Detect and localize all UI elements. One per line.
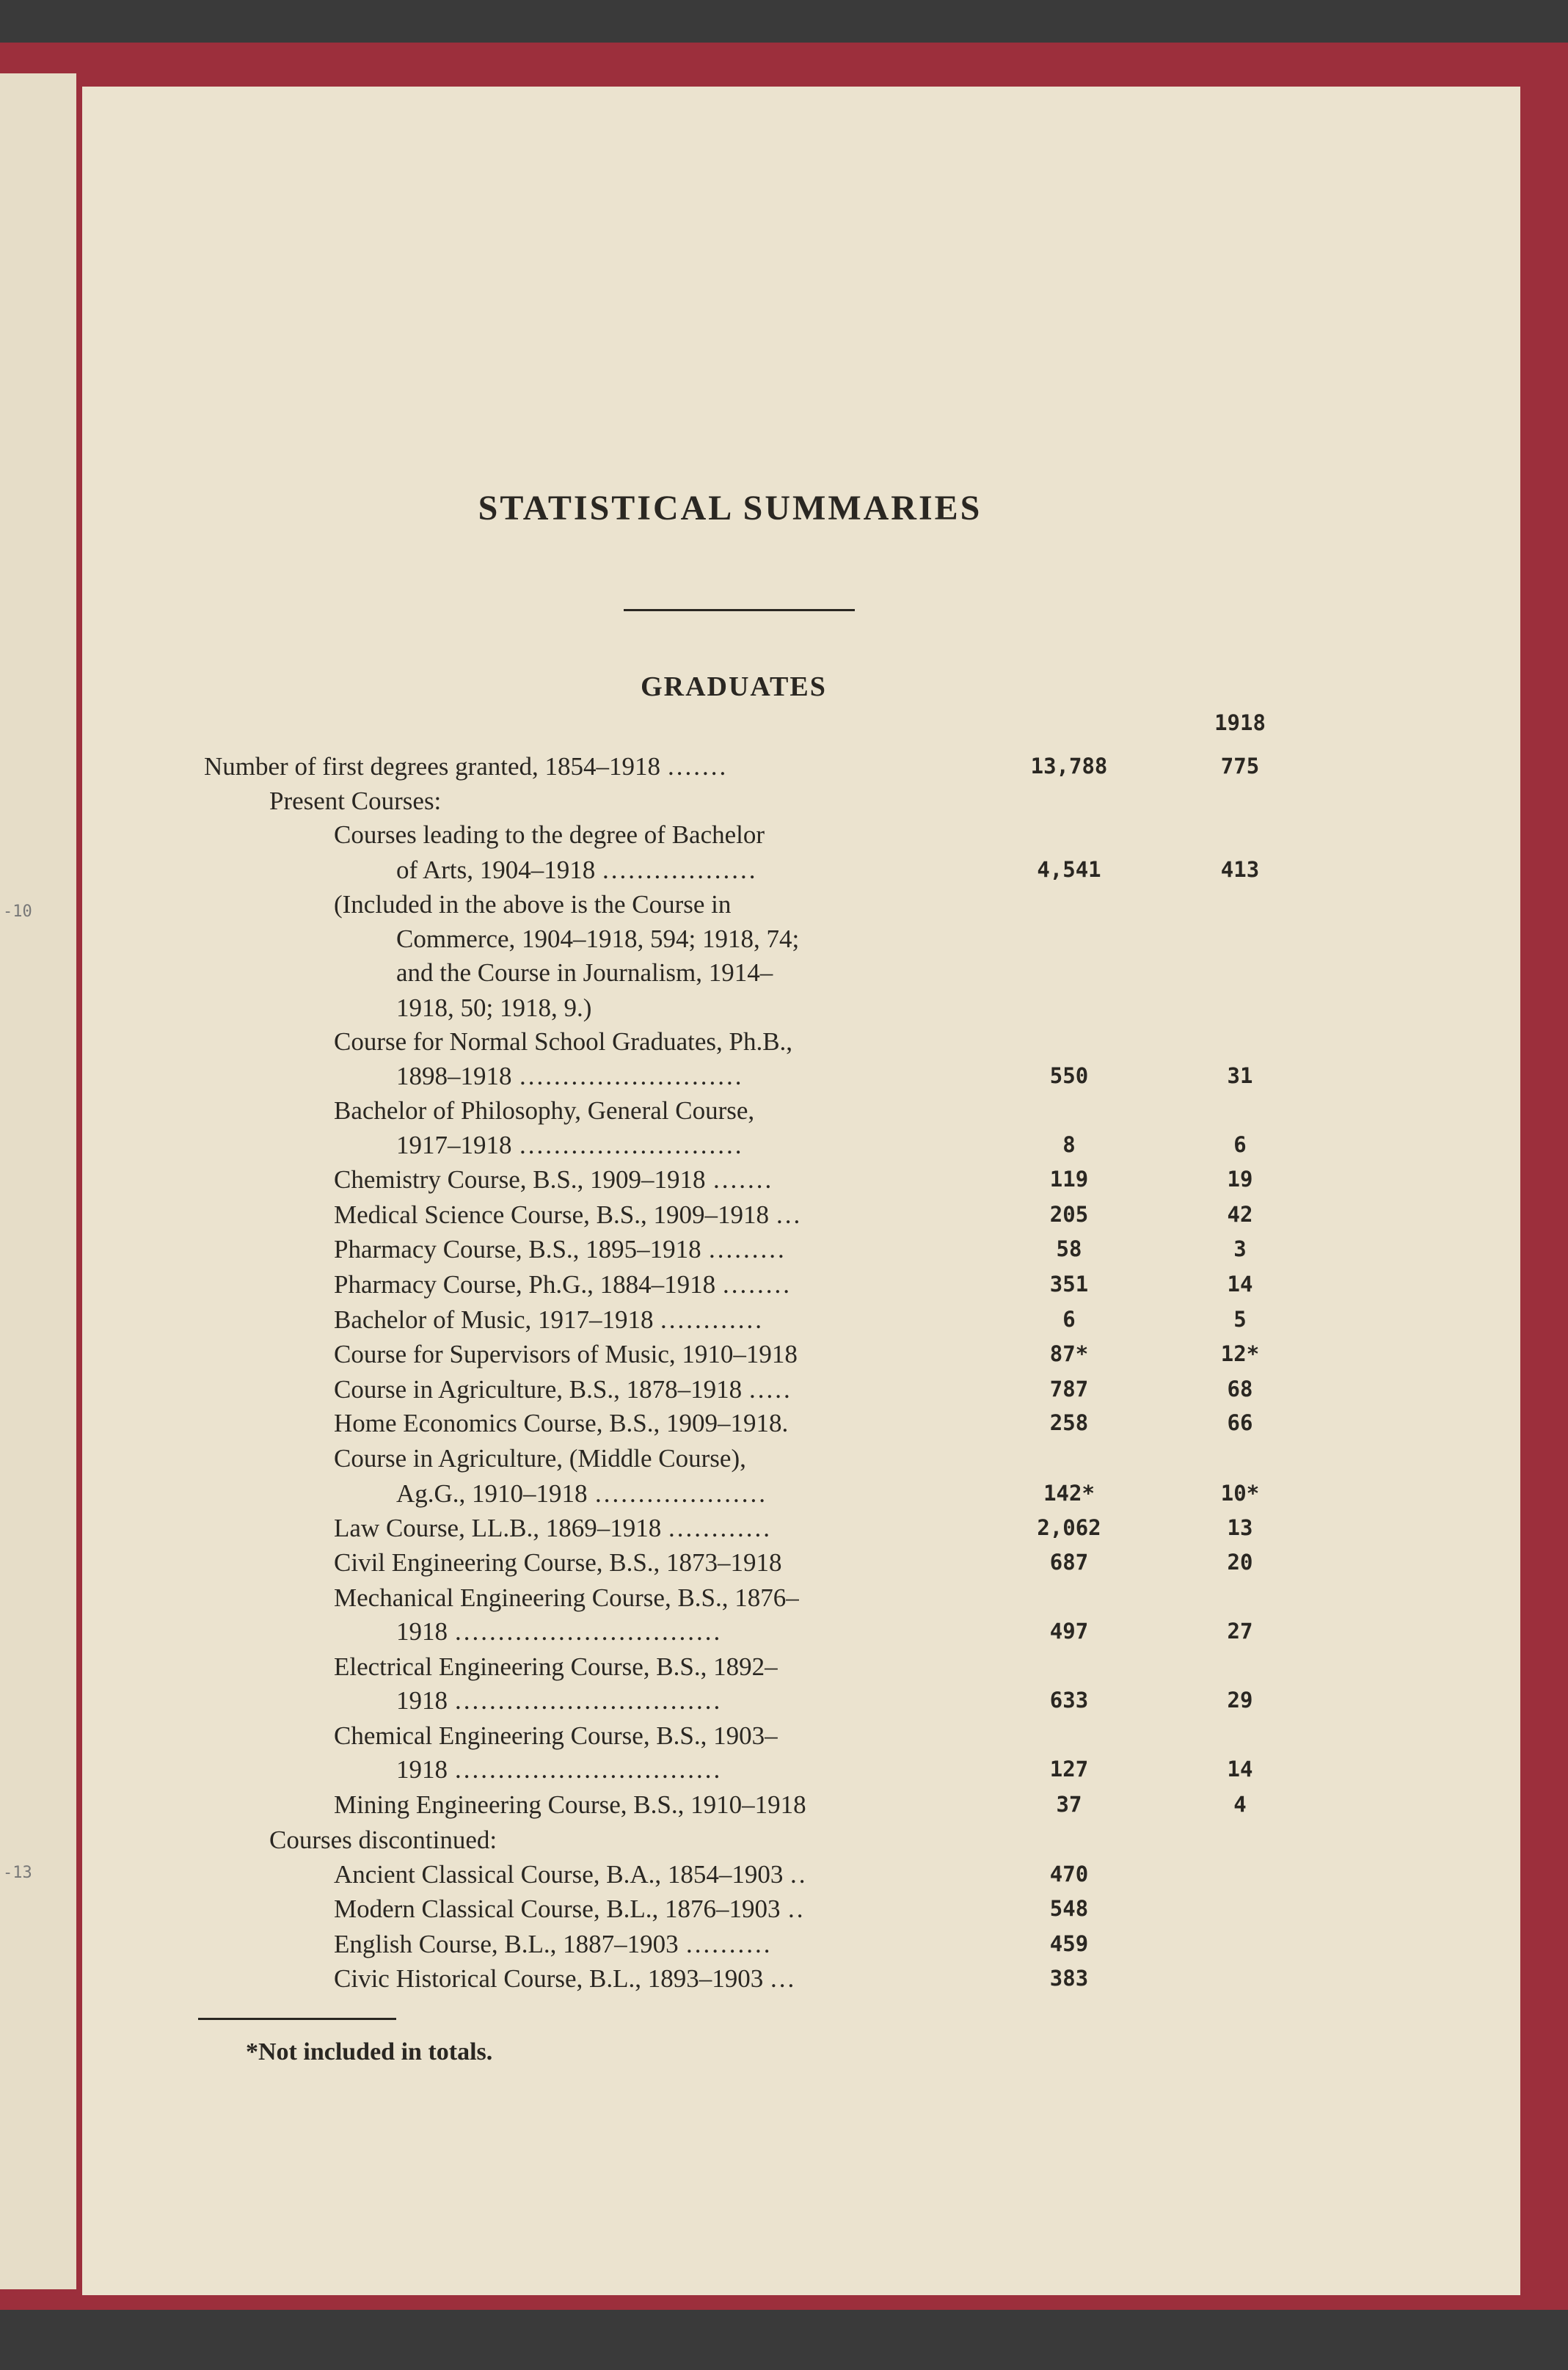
table-row: [0, 787, 1568, 822]
dot-leader: ........: [723, 1270, 792, 1299]
dot-leader: ...............................: [455, 1617, 723, 1646]
table-row: [0, 1790, 1568, 1826]
value-1918: 3: [1233, 1236, 1247, 1261]
table-row: [0, 1721, 1568, 1757]
dot-leader: ..........................: [519, 1131, 744, 1159]
table-row: [0, 1548, 1568, 1583]
table-row: [0, 1096, 1568, 1131]
dot-leader: ...............................: [455, 1755, 723, 1784]
table-row: [0, 1479, 1568, 1514]
table-row: [0, 890, 1568, 925]
footnote-divider: [198, 2018, 396, 2020]
dot-leader: ...............................: [455, 1686, 723, 1715]
total-value: 258: [1049, 1410, 1089, 1435]
value-1918: 27: [1227, 1619, 1253, 1644]
table-row: [0, 1514, 1568, 1549]
table-row: [0, 1826, 1568, 1861]
row-label: Number of first degrees granted, 1854–1918: [204, 752, 661, 781]
dot-leader: ....................: [595, 1479, 767, 1508]
row-label: 1918: [396, 1755, 448, 1784]
value-1918: 413: [1220, 857, 1260, 882]
table-row: [0, 1583, 1568, 1619]
row-label: Course in Agriculture, B.S., 1878–1918: [334, 1375, 743, 1404]
dot-leader: .......: [668, 752, 729, 781]
row-label: Chemical Engineering Course, B.S., 1903–: [334, 1721, 778, 1750]
total-value: 87*: [1049, 1341, 1089, 1366]
total-value: 2,062: [1037, 1515, 1101, 1540]
table-row: [0, 856, 1568, 891]
row-label: 1917–1918: [396, 1131, 512, 1159]
row-label: Courses discontinued:: [269, 1826, 497, 1854]
table-row: [0, 925, 1568, 960]
row-label: Pharmacy Course, B.S., 1895–1918: [334, 1235, 701, 1264]
dot-leader: ...: [770, 1964, 797, 1993]
table-row: [0, 1200, 1568, 1236]
dot-leader: ..: [790, 1860, 808, 1889]
table-row: [0, 1409, 1568, 1444]
total-value: 497: [1049, 1619, 1089, 1644]
row-label: of Arts, 1904–1918: [396, 856, 596, 884]
value-1918: 29: [1227, 1688, 1253, 1713]
row-label: Home Economics Course, B.S., 1909–1918.: [334, 1409, 789, 1437]
dot-leader: ...: [776, 1200, 803, 1229]
value-1918: 66: [1227, 1410, 1253, 1435]
row-label: Present Courses:: [269, 787, 442, 815]
row-label: Civic Historical Course, B.L., 1893–1903: [334, 1964, 764, 1993]
value-1918: 14: [1227, 1272, 1253, 1297]
row-label: Mining Engineering Course, B.S., 1910–1918: [334, 1790, 806, 1819]
total-value: 8: [1062, 1132, 1076, 1157]
column-header-1918: 1918: [1214, 710, 1266, 735]
dot-leader: ..........: [686, 1930, 773, 1958]
table-row: [0, 1617, 1568, 1652]
dot-leader: .....: [749, 1375, 792, 1404]
row-label: 1918: [396, 1686, 448, 1715]
total-value: 470: [1049, 1862, 1089, 1886]
margin-mark: -10: [3, 903, 32, 921]
footnote: *Not included in totals.: [246, 2038, 493, 2065]
table-row: [0, 1131, 1568, 1166]
total-value: 205: [1049, 1202, 1089, 1227]
table-row: [0, 1062, 1568, 1097]
row-label: English Course, B.L., 1887–1903: [334, 1930, 679, 1958]
dot-leader: .........: [709, 1235, 787, 1264]
table-row: [0, 1270, 1568, 1305]
table-row: [0, 1964, 1568, 1999]
row-label: Ag.G., 1910–1918: [396, 1479, 588, 1508]
row-label: Electrical Engineering Course, B.S., 1892–: [334, 1652, 778, 1681]
margin-mark: -13: [3, 1864, 32, 1882]
row-label: Commerce, 1904–1918, 594; 1918, 74;: [396, 925, 800, 953]
table-row: [0, 1165, 1568, 1200]
total-value: 58: [1056, 1236, 1082, 1261]
table-row: [0, 1652, 1568, 1688]
row-label: Courses leading to the degree of Bachelor: [334, 820, 765, 849]
title-divider: [624, 609, 855, 611]
row-label: Modern Classical Course, B.L., 1876–1903: [334, 1895, 781, 1923]
table-row: [0, 1444, 1568, 1479]
total-value: 383: [1049, 1966, 1089, 1991]
page-title: STATISTICAL SUMMARIES: [478, 489, 982, 528]
value-1918: 19: [1227, 1167, 1253, 1192]
value-1918: 31: [1227, 1063, 1253, 1088]
dot-leader: .......: [713, 1165, 774, 1194]
dot-leader: ............: [660, 1305, 764, 1334]
total-value: 127: [1049, 1757, 1089, 1782]
row-label: Course in Agriculture, (Middle Course),: [334, 1444, 746, 1473]
total-value: 6: [1062, 1307, 1076, 1332]
value-1918: 10*: [1220, 1481, 1260, 1506]
value-1918: 4: [1233, 1792, 1247, 1817]
table-row: [0, 1860, 1568, 1895]
dot-leader: ..................: [602, 856, 758, 884]
table-row: [0, 1235, 1568, 1270]
value-1918: 42: [1227, 1202, 1253, 1227]
section-heading: GRADUATES: [641, 671, 827, 702]
row-label: Bachelor of Music, 1917–1918: [334, 1305, 654, 1334]
table-row: [0, 752, 1568, 787]
total-value: 459: [1049, 1931, 1089, 1956]
value-1918: 20: [1227, 1550, 1253, 1575]
row-label: Mechanical Engineering Course, B.S., 1876–: [334, 1583, 799, 1612]
dot-leader: ............: [668, 1514, 772, 1542]
dot-leader: ..........................: [519, 1062, 744, 1090]
row-label: Ancient Classical Course, B.A., 1854–1903: [334, 1860, 784, 1889]
row-label: 1918: [396, 1617, 448, 1646]
total-value: 119: [1049, 1167, 1089, 1192]
row-label: Pharmacy Course, Ph.G., 1884–1918: [334, 1270, 716, 1299]
value-1918: 14: [1227, 1757, 1253, 1782]
total-value: 142*: [1043, 1481, 1095, 1506]
value-1918: 12*: [1220, 1341, 1260, 1366]
table-row: [0, 1895, 1568, 1930]
table-row: [0, 1027, 1568, 1062]
total-value: 37: [1056, 1792, 1082, 1817]
total-value: 633: [1049, 1688, 1089, 1713]
table-row: [0, 1686, 1568, 1721]
row-label: Course for Normal School Graduates, Ph.B.,: [334, 1027, 793, 1056]
table-row: [0, 1340, 1568, 1375]
row-label: Course for Supervisors of Music, 1910–1918: [334, 1340, 798, 1368]
total-value: 548: [1049, 1896, 1089, 1921]
table-row: [0, 820, 1568, 856]
row-label: Bachelor of Philosophy, General Course,: [334, 1096, 755, 1125]
row-label: Medical Science Course, B.S., 1909–1918: [334, 1200, 769, 1229]
total-value: 13,788: [1030, 754, 1108, 779]
total-value: 550: [1049, 1063, 1089, 1088]
row-label: (Included in the above is the Course in: [334, 890, 732, 919]
table-row: [0, 1375, 1568, 1410]
table-row: [0, 1930, 1568, 1965]
value-1918: 775: [1220, 754, 1260, 779]
row-label: and the Course in Journalism, 1914–: [396, 958, 773, 987]
value-1918: 13: [1227, 1515, 1253, 1540]
total-value: 351: [1049, 1272, 1089, 1297]
table-row: [0, 1755, 1568, 1790]
total-value: 787: [1049, 1377, 1089, 1401]
row-label: Civil Engineering Course, B.S., 1873–1918: [334, 1548, 782, 1577]
row-label: Chemistry Course, B.S., 1909–1918: [334, 1165, 706, 1194]
table-row: [0, 958, 1568, 993]
row-label: 1898–1918: [396, 1062, 512, 1090]
row-label: 1918, 50; 1918, 9.): [396, 993, 592, 1022]
table-row: [0, 993, 1568, 1029]
dot-leader: ..: [788, 1895, 806, 1923]
row-label: Law Course, LL.B., 1869–1918: [334, 1514, 662, 1542]
value-1918: 6: [1233, 1132, 1247, 1157]
value-1918: 5: [1233, 1307, 1247, 1332]
total-value: 687: [1049, 1550, 1089, 1575]
table-row: [0, 1305, 1568, 1341]
total-value: 4,541: [1037, 857, 1101, 882]
value-1918: 68: [1227, 1377, 1253, 1401]
